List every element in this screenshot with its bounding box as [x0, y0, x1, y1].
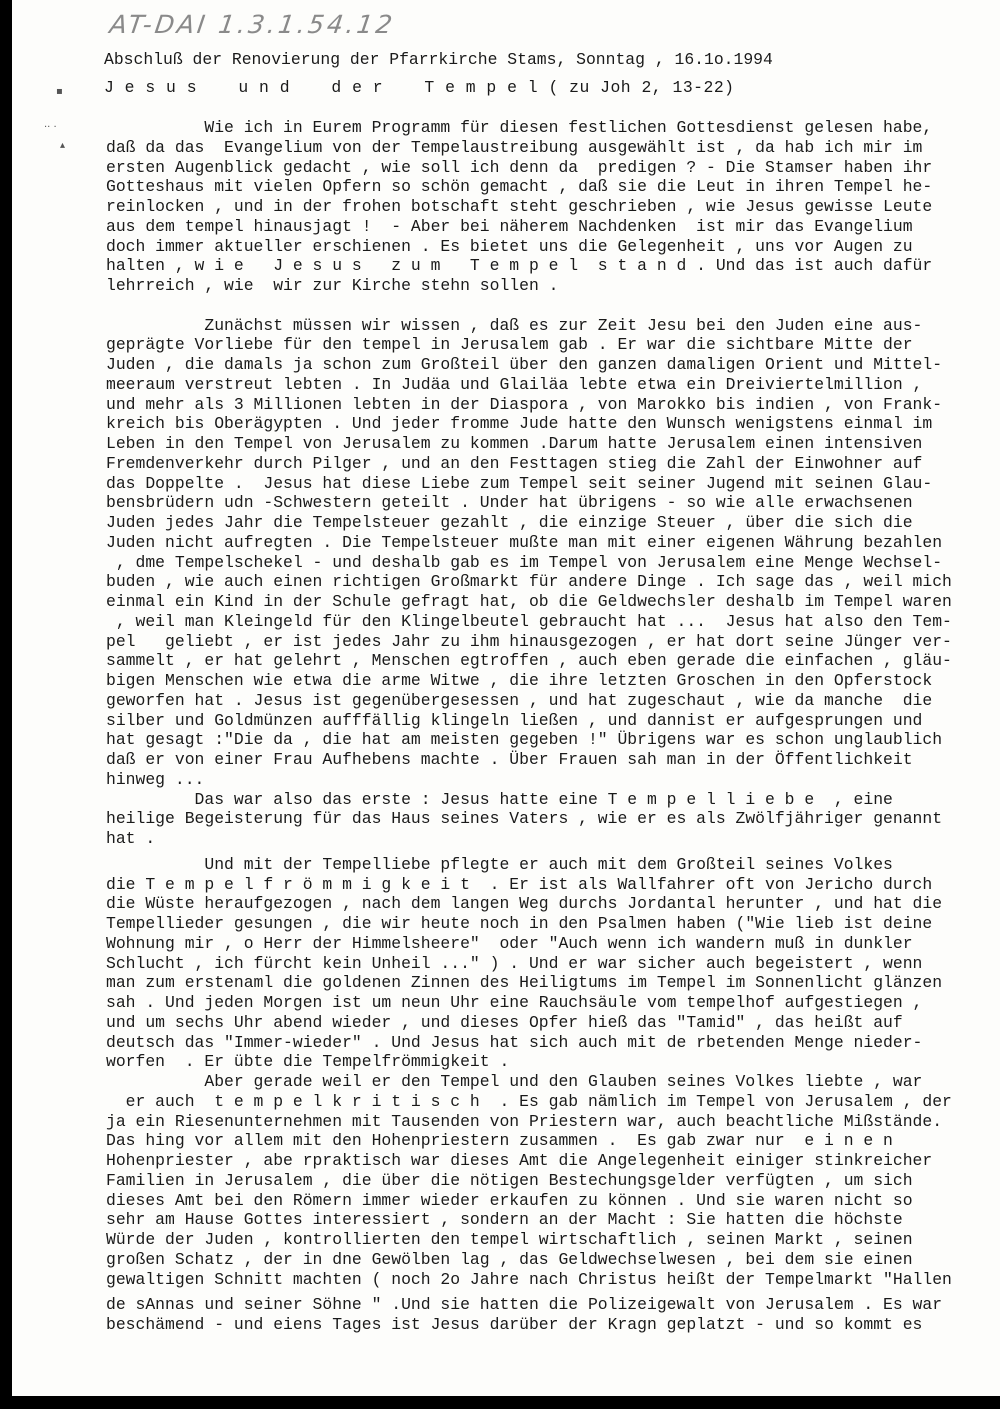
- text-line: aus dem tempel hinausjagt ! - Aber bei näherem Nachdenken ist mir das Evangelium: [106, 216, 913, 236]
- text-line: und mehr als 3 Millionen lebten in der Diaspora , von Marokko bis indien , von Frank-: [106, 394, 943, 414]
- text-line: Zunächst müssen wir wissen , daß es zur Zeit Jesu bei den Juden eine aus-: [106, 315, 923, 335]
- text-line: großen Schatz , der in dne Gewölben lag , das Geldwechselwesen , bei dem sie einen: [106, 1249, 913, 1269]
- text-line: lehrreich , wie wir zur Kirche stehn sollen .: [106, 276, 559, 295]
- text-line: Schlucht , ich fürcht kein Unheil ..." ) . Und er war sicher auch begeistert , wenn: [106, 953, 923, 973]
- text-line: , weil man Kleingeld für den Klingelbeutel gebraucht hat ... Jesus hat also den Tem-: [106, 611, 952, 631]
- text-line: pel geliebt , er ist jedes Jahr zu ihm hinausgezogen , er hat dort seine Jünger ver-: [106, 631, 952, 651]
- text-line: worfen . Er übte die Tempelfrömmigkeit .: [106, 1052, 510, 1072]
- text-line: Juden , die damals ja schon zum Großteil über den ganzen damaligen Orient und Mittel-: [106, 355, 943, 374]
- sermon-body: [106, 118, 986, 1355]
- text-line: Juden jedes Jahr die Tempelsteuer gezahlt , die einzige Steuer , über die sich die: [106, 513, 913, 532]
- text-line: Tempellieder gesungen , die wir heute noch in den Psalmen haben ("Wie lieb ist deine: [106, 914, 933, 933]
- text-line: Wohnung mir , o Herr der Himmelsheere" oder "Auch wenn ich wandern muß in dunkler: [106, 933, 913, 953]
- text-line: sehr am Hause Gottes interessiert , sondern an der Macht : Sie hatten die höchste: [106, 1210, 903, 1230]
- archive-stamp: AT-DAI 1.3.1.54.12: [107, 10, 397, 39]
- text-line: de sAnnas und seiner Söhne " .Und sie hatten die Polizeigewalt von Jerusalem . Es war: [106, 1295, 943, 1315]
- text-line: dieses Amt bei den Römern immer wieder erkaufen zu können . Und sie waren nicht so: [106, 1190, 913, 1210]
- text-line: ja ein Riesenunternehmen mit Tausenden von Priestern war, auch beachtliche Mißstände.: [106, 1111, 943, 1131]
- text-line: bigen Menschen wie etwa die arme Witwe , die ihre letzten Groschen in den Opferstock: [106, 671, 933, 690]
- text-line: Hohenpriester , abe rpraktisch war dieses Amt die Angelegenheit einiger stinkreicher: [106, 1151, 933, 1170]
- header-title: Abschluß der Renovierung der Pfarrkirche Stams, Sonntag , 16.1o.1994: [104, 50, 773, 69]
- text-line: Gotteshaus mit vielen Opfern so schön gemacht , daß sie die Leut in ihren Tempel he-: [106, 177, 933, 197]
- text-line: Leben in den Tempel von Jerusalem zu kommen .Darum hatte Jerusalem einen intensiven: [106, 434, 923, 453]
- margin-mark: ▪: [56, 86, 63, 97]
- text-line: Familien in Jerusalem , die über die nötigen Bestechungsgelder verfügten , um sich: [106, 1170, 913, 1190]
- text-line: gewaltigen Schnitt machten ( noch 2o Jahre nach Christus heißt der Tempelmarkt "Hallen: [106, 1269, 952, 1289]
- text-line: kreich bis Oberägypten . Und jeder fromme Jude hatte den Wunsch wenigstens einmal im: [106, 414, 933, 434]
- text-line: deutsch das "Immer-wieder" . Und Jesus hat sich auch mit de rbetenden Menge nieder-: [106, 1032, 923, 1052]
- document-page: [12, 0, 1000, 1396]
- text-line: daß er von einer Frau Aufhebens machte . Über Frauen sah man in der Öffentlichkeit: [106, 750, 913, 769]
- text-line: ersten Augenblick gedacht , wie soll ich denn da predigen ? - Die Stamser haben ihr: [106, 157, 933, 177]
- text-line: silber und Goldmünzen aufffällig klingeln ließen , und dannist er aufgesprungen und: [106, 710, 923, 730]
- text-line: Würde der Juden , kontrollierten den tempel wirtschaftlich , seinen Markt , seinen: [106, 1230, 913, 1249]
- text-line: doch immer aktueller erschienen . Es bietet uns die Gelegenheit , uns vor Augen zu: [106, 236, 913, 256]
- text-line: [106, 1335, 986, 1355]
- text-line: beschämend - und eiens Tages ist Jesus darüber der Kragn geplatzt - und so kommt es: [106, 1315, 923, 1334]
- text-line: die Wüste heraufgezogen , nach dem langen Weg durchs Jordantal herunter , und hat die: [106, 894, 943, 914]
- text-line: Juden nicht aufregten . Die Tempelsteuer mußte man mit einer eigenen Währung bezahlen: [106, 532, 943, 552]
- header-subtitle: J e s u s u n d d e r T e m p e l ( zu Joh 2, 13-22): [104, 78, 735, 97]
- text-line: daß da das Evangelium von der Tempelaustreibung ausgewählt ist , da hab ich mir im: [106, 137, 923, 157]
- text-line: Fremdenverkehr durch Pilger , und an den Festtagen stieg die Zahl der Einwohner auf: [106, 453, 923, 473]
- text-line: Das war also das erste : Jesus hatte eine T e m p e l l i e b e , eine: [106, 789, 893, 809]
- text-line: hinweg ...: [106, 769, 205, 789]
- paragraph-gap: [106, 296, 986, 316]
- text-line: hat gesagt :"Die da , die hat am meisten gegeben !" Übrigens war es schon unglaublich: [106, 730, 943, 750]
- text-line: bensbrüdern udn -Schwestern geteilt . Under hat übrigens - so wie alle erwachsenen: [106, 493, 913, 513]
- margin-mark: ·· ·: [44, 122, 57, 133]
- text-line: geprägte Vorliebe für den tempel in Jerusalem gab . Er war die sichtbare Mitte der: [106, 335, 913, 355]
- text-line: er auch t e m p e l k r i t i s c h . Es gab nämlich im Tempel von Jerusalem , der: [106, 1091, 952, 1111]
- text-line: halten , w i e J e s u s z u m T e m p e l s t a n d . Und das ist auch dafür: [106, 256, 933, 276]
- text-line: heilige Begeisterung für das Haus seines Vaters , wie er es als Zwölfjähriger genannt: [106, 809, 943, 829]
- text-line: man zum erstenaml die goldenen Zinnen des Heiligtums im Tempel im Sonnenlicht glänzen: [106, 973, 943, 993]
- text-line: sah . Und jeden Morgen ist um neun Uhr eine Rauchsäule vom tempelhof aufgestiegen ,: [106, 993, 923, 1012]
- text-line: , dme Tempelschekel - und deshalb gab es im Tempel von Jerusalem eine Menge Wechsel-: [106, 552, 943, 572]
- text-line: Und mit der Tempelliebe pflegte er auch mit dem Großteil seines Volkes: [106, 854, 893, 874]
- text-line: das Doppelte . Jesus hat diese Liebe zum Tempel seit seiner Jugend mit seinen Glau-: [106, 473, 933, 493]
- text-line: die T e m p e l f r ö m m i g k e i t . Er ist als Wallfahrer oft von Jericho durch: [106, 874, 933, 894]
- margin-mark: ▴: [60, 140, 66, 151]
- text-line: Aber gerade weil er den Tempel und den Glauben seines Volkes liebte , war: [106, 1072, 923, 1091]
- text-line: einmal ein Kind in der Schule gefragt hat, ob die Geldwechsler deshalb im Tempel waren: [106, 592, 952, 611]
- text-line: hat .: [106, 829, 156, 848]
- text-line: sammelt , er hat gelehrt , Menschen egtroffen , auch eben gerade die einfachen , gläu-: [106, 651, 952, 671]
- text-line: reinlocken , und in der frohen botschaft steht geschrieben , wie Jesus gewisse Leute: [106, 197, 933, 216]
- text-line: und um sechs Uhr abend wieder , und dieses Opfer hieß das "Tamid" , das heißt auf: [106, 1012, 903, 1032]
- text-line: geworfen hat . Jesus ist gegenübergesessen , und hat zugeschaut , wie da manche die: [106, 690, 933, 710]
- text-line: Wie ich in Eurem Programm für diesen festlichen Gottesdienst gelesen habe,: [106, 118, 933, 137]
- text-line: Das hing vor allem mit den Hohenpriestern zusammen . Es gab zwar nur e i n e n: [106, 1131, 893, 1151]
- text-line: meeraum verstreut lebten . In Judäa und Glailäa lebte etwa ein Dreiviertelmillion ,: [106, 374, 923, 394]
- text-line: buden , wie auch einen richtigen Großmarkt für andere Dinge . Ich sage das , weil mich: [106, 572, 952, 592]
